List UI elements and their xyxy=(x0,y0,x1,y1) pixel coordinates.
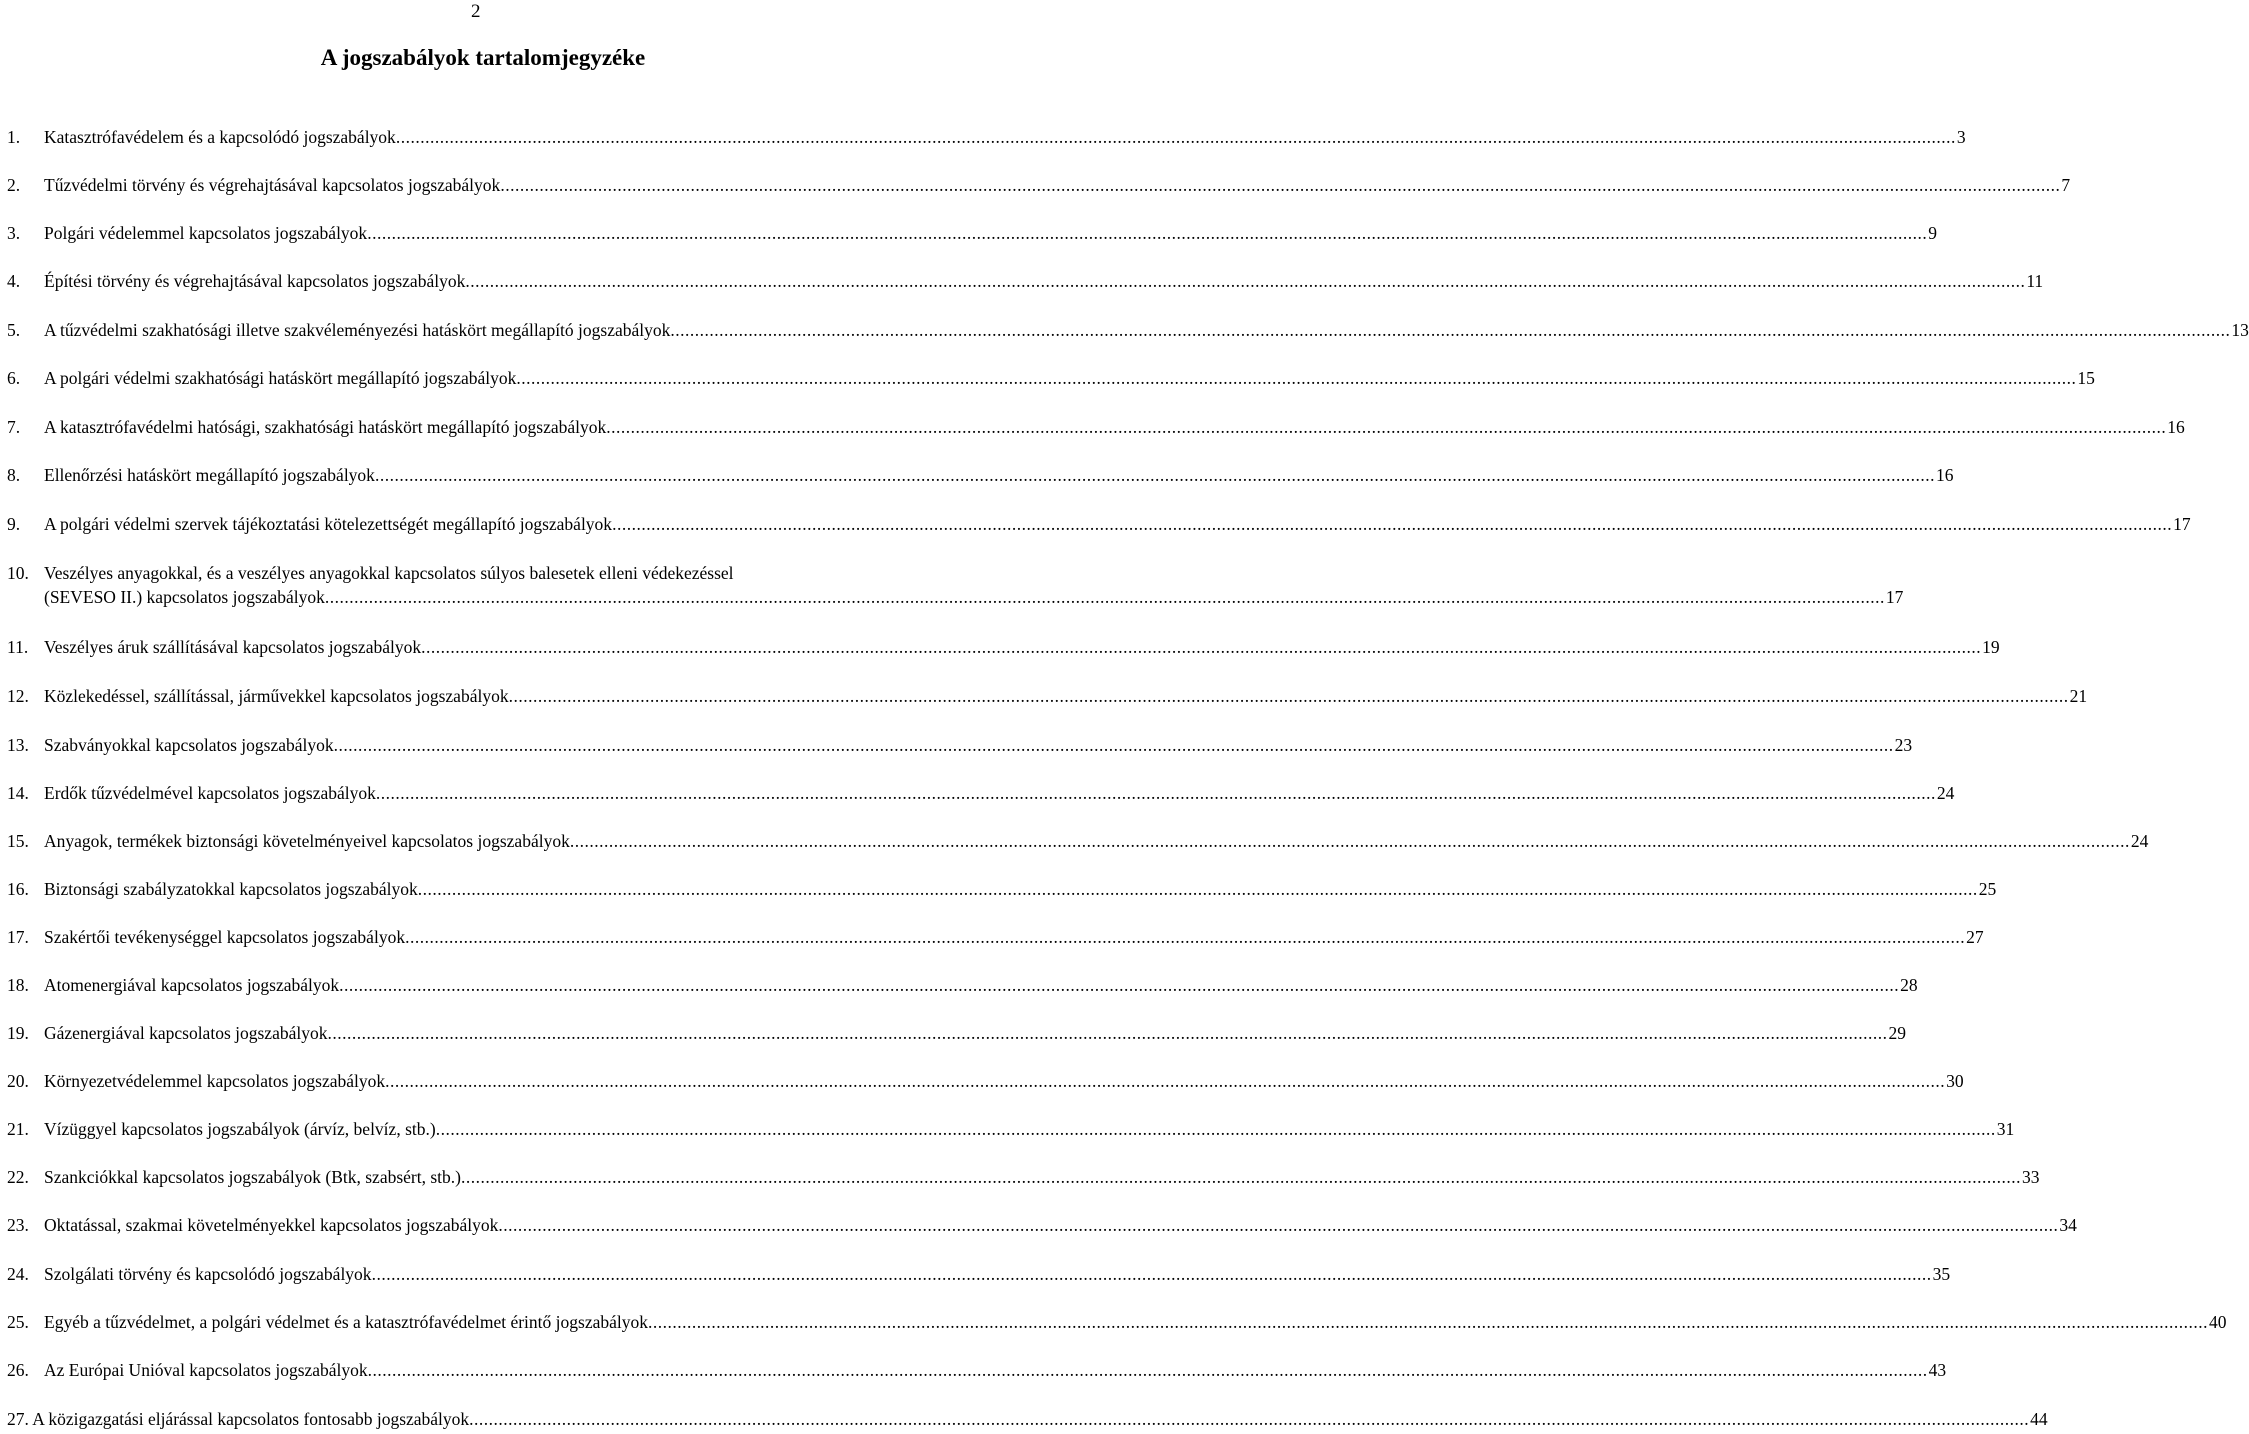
toc-entry-title: Ellenőrzési hatáskört megállapító jogszabályok xyxy=(44,465,375,485)
toc-entry-title: Veszélyes áruk szállításával kapcsolatos jogszabályok xyxy=(44,637,422,657)
toc-entry-title-line1: Veszélyes anyagokkal, és a veszélyes anyagokkal kapcsolatos súlyos balesetek elleni védekezéssel xyxy=(44,563,734,583)
toc-entry-number: 21. xyxy=(7,1119,29,1139)
toc-entry-number: 15. xyxy=(7,831,29,851)
toc-entry-page: 33 xyxy=(2021,1167,2040,1187)
toc-entry[interactable] xyxy=(7,561,1904,609)
toc-entry-title: Atomenergiával kapcsolatos jogszabályok xyxy=(44,975,340,995)
toc-entry-page: 11 xyxy=(2026,271,2044,291)
toc-entry-number: 13. xyxy=(7,735,29,755)
toc-entry-line xyxy=(44,1262,1951,1286)
toc-entry-title: Szakértői tevékenységgel kapcsolatos jogszabályok xyxy=(44,927,406,947)
toc-entry-title: Egyéb a tűzvédelmet, a polgári védelmet és a katasztrófavédelmet érintő jogszabályok xyxy=(44,1312,648,1332)
toc-entry[interactable] xyxy=(7,415,2185,439)
page-number: 2 xyxy=(471,1,481,22)
toc-leader-dots xyxy=(509,684,2069,708)
toc-leader-dots xyxy=(461,1165,2021,1189)
toc-leader-dots xyxy=(325,585,1885,609)
toc-entry-title: (SEVESO II.) kapcsolatos jogszabályok xyxy=(44,587,325,607)
toc-entry-title: Környezetvédelemmel kapcsolatos jogszabályok xyxy=(44,1071,386,1091)
toc-entry[interactable] xyxy=(7,1262,1951,1286)
toc-entry-line xyxy=(44,1069,1964,1093)
toc-entry-page: 21 xyxy=(2069,686,2088,706)
toc-entry-number: 26. xyxy=(7,1360,29,1380)
toc-entry-title: Oktatással, szakmai követelményekkel kapcsolatos jogszabályok xyxy=(44,1215,499,1235)
toc-entry-page: 23 xyxy=(1894,735,1913,755)
toc-entry-page: 15 xyxy=(2077,368,2095,388)
toc-entry-line xyxy=(44,1358,1947,1382)
toc-entry-line xyxy=(44,269,2044,293)
toc-entry-page: 40 xyxy=(2209,1312,2227,1332)
toc-entry[interactable] xyxy=(7,463,1954,487)
toc-entry[interactable] xyxy=(7,925,1984,949)
toc-leader-dots xyxy=(436,1117,1996,1141)
toc-entry-line xyxy=(7,1407,2048,1431)
toc-leader-dots xyxy=(368,1358,1928,1382)
toc-leader-dots xyxy=(339,973,1899,997)
toc-entry[interactable] xyxy=(7,973,1918,997)
toc-entry-number: 18. xyxy=(7,975,29,995)
toc-entry-title: Polgári védelemmel kapcsolatos jogszabályok xyxy=(44,223,368,243)
toc-entry-number: 24. xyxy=(7,1264,29,1284)
toc-entry-number: 23. xyxy=(7,1215,29,1235)
toc-entry-page: 35 xyxy=(1932,1264,1951,1284)
toc-entry[interactable] xyxy=(7,318,2249,342)
toc-entry[interactable] xyxy=(7,1358,1947,1382)
toc-entry[interactable] xyxy=(7,512,2191,536)
toc-entry-title: Erdők tűzvédelmével kapcsolatos jogszabályok xyxy=(44,783,376,803)
toc-entry-number: 20. xyxy=(7,1071,29,1091)
toc-entry-line xyxy=(44,1021,1906,1045)
toc-entry[interactable] xyxy=(7,781,1955,805)
toc-entry-page: 44 xyxy=(2030,1409,2048,1429)
toc-entry-page: 25 xyxy=(1978,879,1997,899)
toc-entry-number: 14. xyxy=(7,783,29,803)
toc-entry-page: 24 xyxy=(2130,831,2149,851)
toc-entry-line xyxy=(44,1117,2015,1141)
toc-entry-number: 7. xyxy=(7,417,21,437)
toc-entry[interactable] xyxy=(7,173,2071,197)
toc-entry-line xyxy=(44,366,2095,390)
toc-entry-line xyxy=(44,635,2000,659)
toc-entry-page: 16 xyxy=(1935,465,1954,485)
toc-leader-dots xyxy=(606,415,2166,439)
toc-entry[interactable] xyxy=(7,125,1966,149)
toc-leader-dots xyxy=(376,781,1936,805)
toc-entry-line xyxy=(44,781,1955,805)
toc-entry-page: 27 xyxy=(1966,927,1984,947)
toc-leader-dots xyxy=(396,125,1956,149)
toc-entry-line xyxy=(44,925,1984,949)
toc-leader-dots xyxy=(327,1021,1887,1045)
toc-entry-number: 22. xyxy=(7,1167,29,1187)
toc-entry-line xyxy=(44,221,1937,245)
toc-leader-dots xyxy=(570,829,2130,853)
toc-entry-title: A polgári védelmi szakhatósági hatáskört megállapító jogszabályok xyxy=(44,368,517,388)
toc-leader-dots xyxy=(385,1069,1945,1093)
toc-entry-line xyxy=(44,829,2149,853)
toc-entry[interactable] xyxy=(7,1407,2048,1431)
toc-entry-page: 43 xyxy=(1928,1360,1947,1380)
toc-leader-dots xyxy=(469,1407,2029,1431)
toc-entry[interactable] xyxy=(7,221,1937,245)
toc-entry-page: 3 xyxy=(1956,127,1966,147)
toc-entry-number: 8. xyxy=(7,465,21,485)
toc-entry-line xyxy=(44,318,2249,342)
toc-entry[interactable] xyxy=(7,1310,2227,1334)
toc-entry-number: 2. xyxy=(7,175,21,195)
toc-entry-number: 1. xyxy=(7,127,21,147)
toc-entry-line xyxy=(44,1165,2040,1189)
toc-entry-title: Anyagok, termékek biztonsági követelményeivel kapcsolatos jogszabályok xyxy=(44,831,570,851)
toc-entry-number: 25. xyxy=(7,1312,29,1332)
page-title: A jogszabályok tartalomjegyzéke xyxy=(320,45,646,70)
toc-entry-line xyxy=(44,512,2191,536)
toc-leader-dots xyxy=(372,1262,1932,1286)
toc-entry-number: 4. xyxy=(7,271,21,291)
toc-entry-number: 3. xyxy=(7,223,21,243)
toc-leader-dots xyxy=(418,877,1978,901)
toc-entry-number: 12. xyxy=(7,686,29,706)
toc-entry-title: A katasztrófavédelmi hatósági, szakhatósági hatáskört megállapító jogszabályok xyxy=(44,417,607,437)
toc-leader-dots xyxy=(516,366,2076,390)
toc-entry-page: 17 xyxy=(1885,587,1904,607)
toc-entry[interactable] xyxy=(7,1069,1964,1093)
toc-entry-line xyxy=(44,733,1913,757)
toc-entry[interactable] xyxy=(7,1165,2040,1189)
toc-entry-title: Közlekedéssel, szállítással, járművekkel kapcsolatos jogszabályok xyxy=(44,686,509,706)
toc-leader-dots xyxy=(498,1213,2058,1237)
toc-entry-page: 31 xyxy=(1996,1119,2015,1139)
toc-entry[interactable] xyxy=(7,877,1997,901)
toc-leader-dots xyxy=(421,635,1981,659)
toc-entry-title: Vízüggyel kapcsolatos jogszabályok (árvíz, belvíz, stb.) xyxy=(44,1119,436,1139)
toc-entry[interactable] xyxy=(7,269,2044,293)
toc-leader-dots xyxy=(670,318,2230,342)
toc-leader-dots xyxy=(612,512,2172,536)
toc-leader-dots xyxy=(465,269,2025,293)
toc-entry-line xyxy=(44,125,1966,149)
toc-entry-page: 7 xyxy=(2061,175,2071,195)
toc-entry-line xyxy=(44,1310,2227,1334)
toc-entry[interactable] xyxy=(7,733,1913,757)
toc-entry-title: Az Európai Unióval kapcsolatos jogszabályok xyxy=(44,1360,368,1380)
toc-entry-line xyxy=(44,1213,2077,1237)
toc-entry-number: 10. xyxy=(7,563,29,583)
toc-entry-page: 29 xyxy=(1888,1023,1906,1043)
toc-entry-page: 19 xyxy=(1982,637,2000,657)
toc-entry[interactable] xyxy=(7,1117,2015,1141)
toc-entry-page: 34 xyxy=(2059,1215,2077,1235)
toc-entry[interactable] xyxy=(7,829,2149,853)
toc-entry-line xyxy=(44,585,1904,609)
toc-entry-page: 13 xyxy=(2231,320,2249,340)
toc-entry-title: Katasztrófavédelem és a kapcsolódó jogszabályok xyxy=(44,127,396,147)
toc-leader-dots xyxy=(500,173,2060,197)
toc-entry-number: 5. xyxy=(7,320,21,340)
toc-leader-dots xyxy=(405,925,1965,949)
toc-entry-line xyxy=(44,463,1954,487)
toc-entry-title: A tűzvédelmi szakhatósági illetve szakvéleményezési hatáskört megállapító jogszabályok xyxy=(44,320,671,340)
toc-leader-dots xyxy=(375,463,1935,487)
toc-entry-title: A polgári védelmi szervek tájékoztatási kötelezettségét megállapító jogszabályok xyxy=(44,514,613,534)
toc-entry-line xyxy=(44,877,1997,901)
toc-entry-title: Tűzvédelmi törvény és végrehajtásával kapcsolatos jogszabályok xyxy=(44,175,501,195)
toc-entry[interactable] xyxy=(7,684,2088,708)
toc-entry-number: 9. xyxy=(7,514,21,534)
toc-entry-line xyxy=(44,973,1918,997)
toc-entry[interactable] xyxy=(7,635,2000,659)
toc-entry-page: 30 xyxy=(1946,1071,1964,1091)
toc-entry-number: 11. xyxy=(7,637,29,657)
toc-entry-page: 17 xyxy=(2173,514,2191,534)
toc-entry[interactable] xyxy=(7,366,2095,390)
toc-entry-line xyxy=(44,173,2071,197)
toc-entry-title: Szankciókkal kapcsolatos jogszabályok (Btk, szabsért, stb.) xyxy=(44,1167,461,1187)
toc-entry-page: 28 xyxy=(1900,975,1918,995)
toc-entry-title: Gázenergiával kapcsolatos jogszabályok xyxy=(44,1023,328,1043)
toc-entry-number: 6. xyxy=(7,368,21,388)
toc-entry-title: Szolgálati törvény és kapcsolódó jogszabályok xyxy=(44,1264,372,1284)
toc-entry-title: Építési törvény és végrehajtásával kapcsolatos jogszabályok xyxy=(44,271,466,291)
toc-leader-dots xyxy=(334,733,1894,757)
toc-entry-number: 16. xyxy=(7,879,29,899)
toc-leader-dots xyxy=(367,221,1927,245)
toc-entry-page: 9 xyxy=(1928,223,1937,243)
toc-entry-line xyxy=(44,415,2185,439)
toc-entry-title: 27. A közigazgatási eljárással kapcsolatos fontosabb jogszabályok xyxy=(7,1409,470,1429)
toc-entry-number: 19. xyxy=(7,1023,29,1043)
toc-entry-title: Biztonsági szabályzatokkal kapcsolatos jogszabályok xyxy=(44,879,418,899)
toc-entry-title: Szabványokkal kapcsolatos jogszabályok xyxy=(44,735,334,755)
toc-entry[interactable] xyxy=(7,1213,2077,1237)
toc-entry[interactable] xyxy=(7,1021,1906,1045)
toc-entry-page: 24 xyxy=(1936,783,1955,803)
toc-entry-number: 17. xyxy=(7,927,29,947)
toc-entry-line xyxy=(44,684,2088,708)
toc-entry-page: 16 xyxy=(2167,417,2185,437)
toc-leader-dots xyxy=(648,1310,2208,1334)
